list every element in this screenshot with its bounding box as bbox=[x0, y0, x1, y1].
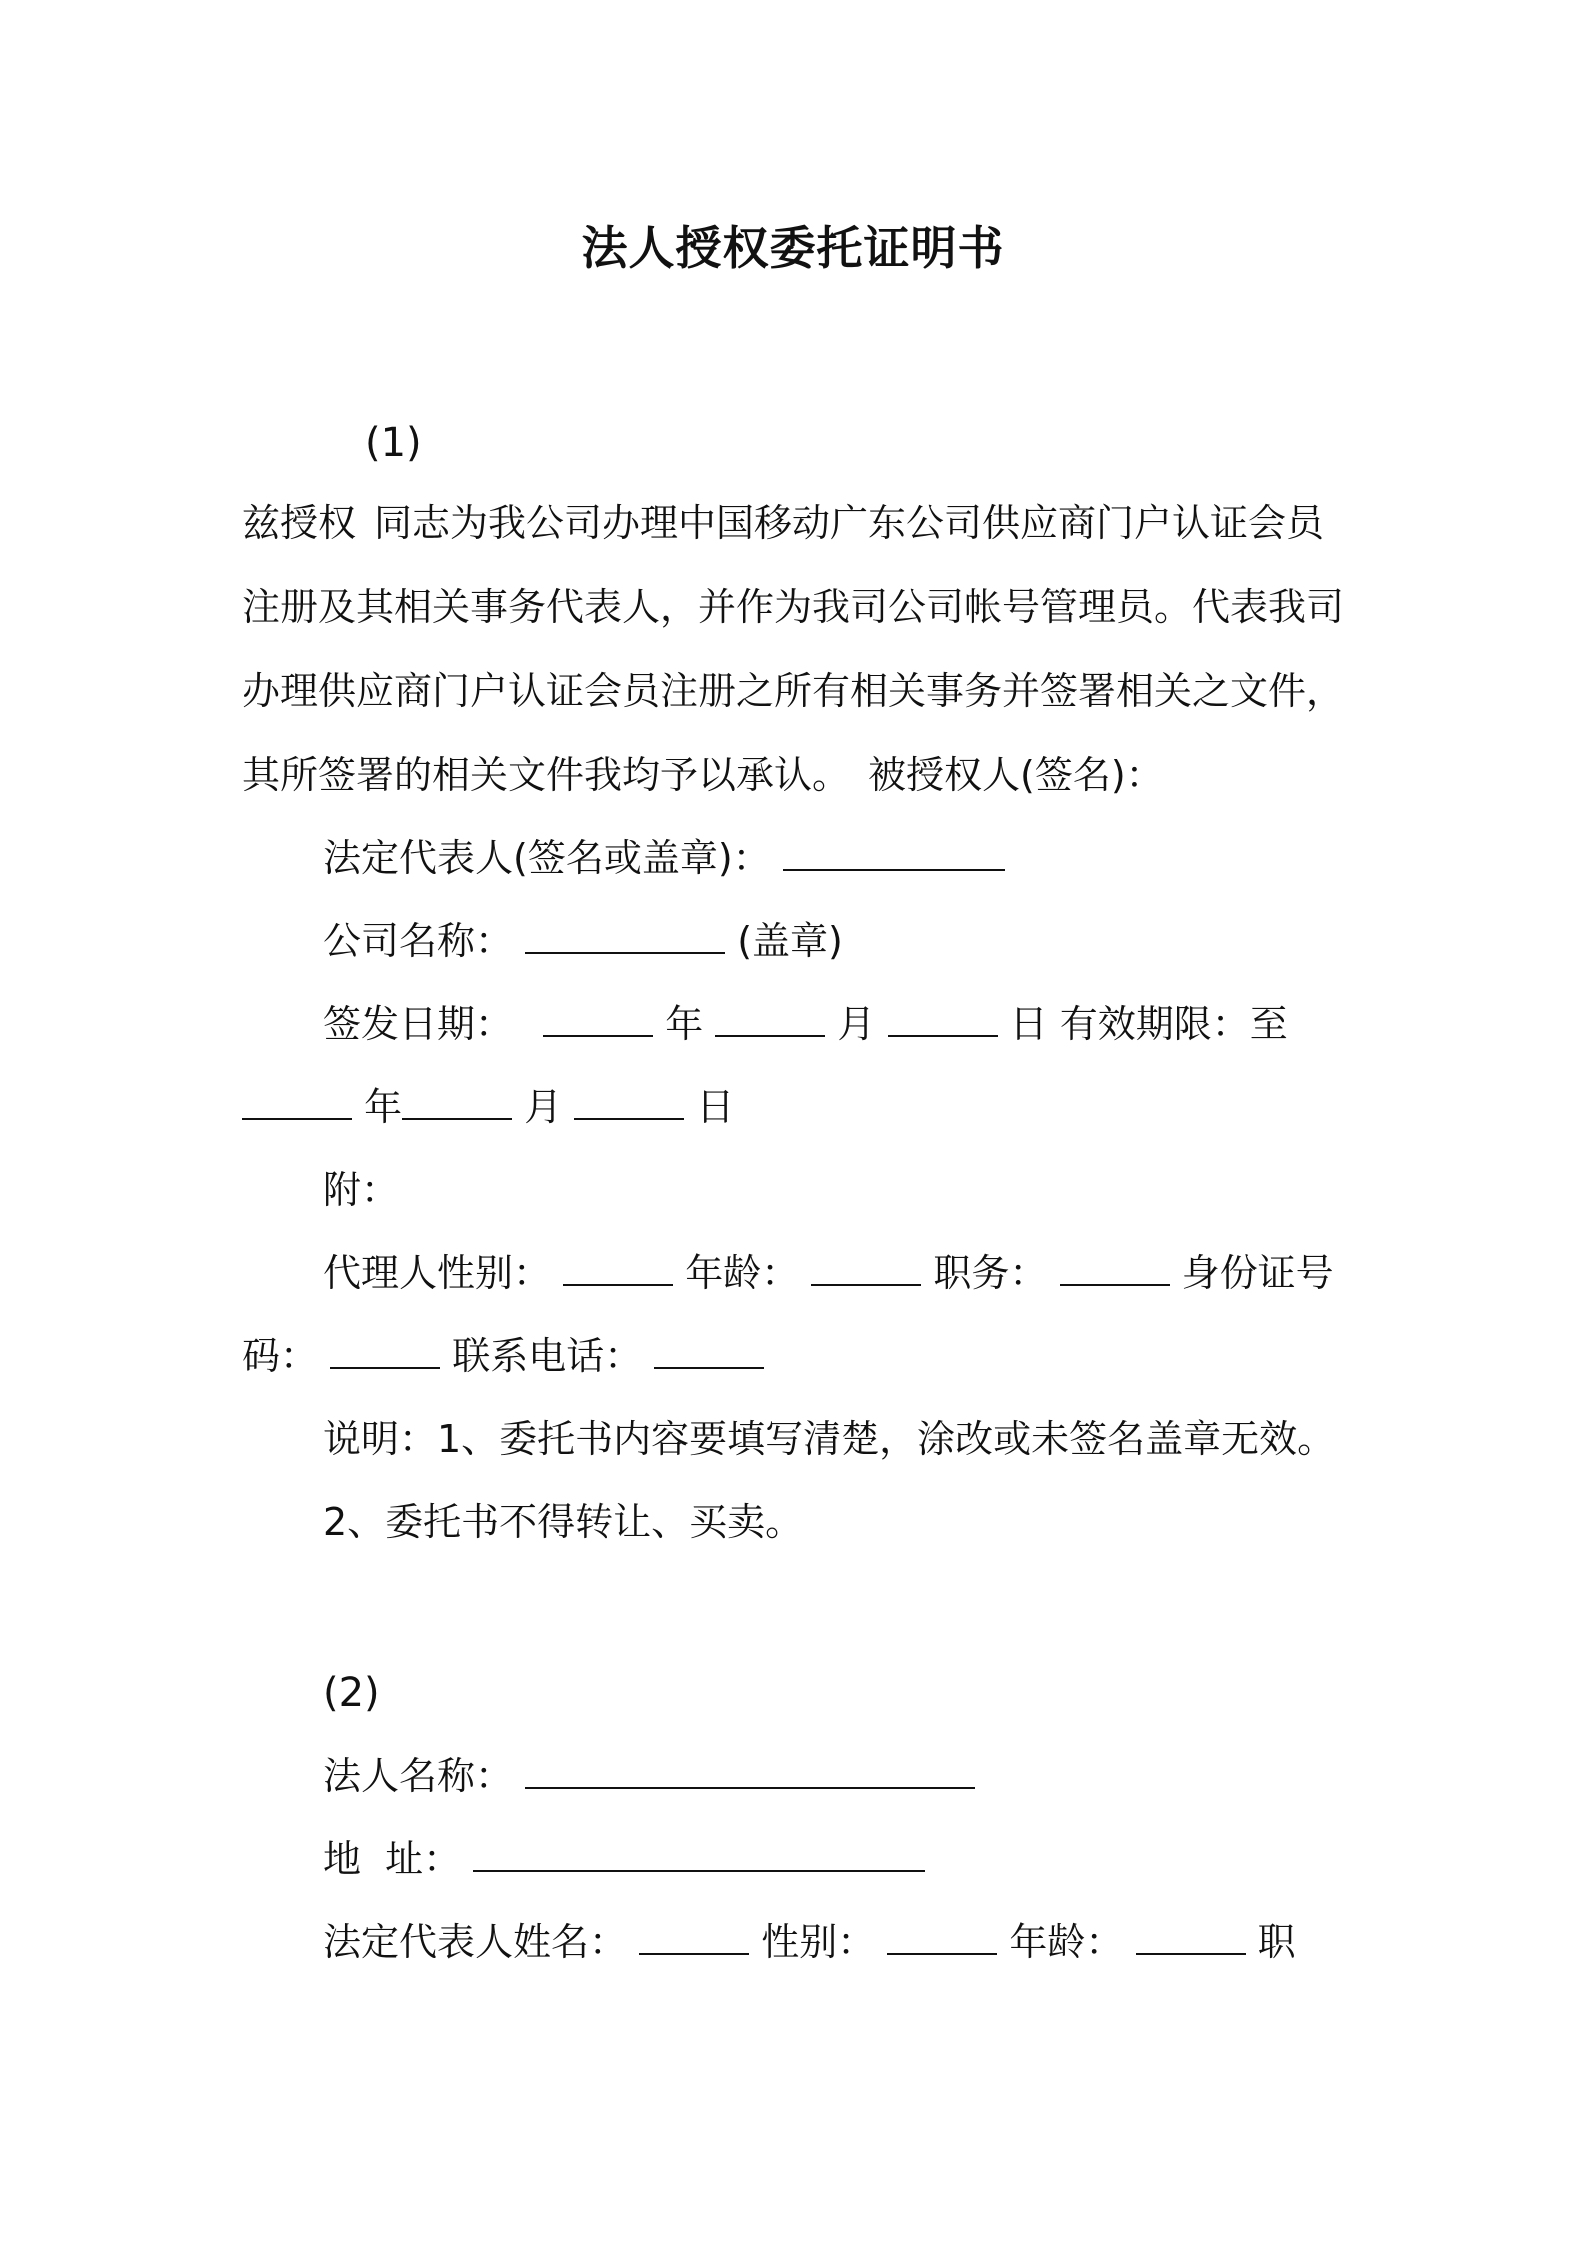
company-name-blank[interactable] bbox=[525, 920, 725, 954]
agent-id-blank[interactable] bbox=[330, 1335, 440, 1369]
issue-day-label: 日 bbox=[1009, 1002, 1048, 1046]
issue-year-label: 年 bbox=[665, 1002, 704, 1046]
valid-year-blank[interactable] bbox=[242, 1086, 352, 1120]
company-seal-label: (盖章) bbox=[737, 919, 843, 963]
valid-date-row bbox=[242, 1082, 734, 1132]
grantee-signature-label: 被授权人(签名)： bbox=[868, 753, 1164, 797]
agent-gender-label: 代理人性别： bbox=[323, 1251, 552, 1295]
agent-age-label: 年龄： bbox=[685, 1251, 800, 1295]
issue-month-blank[interactable] bbox=[715, 1003, 825, 1037]
paragraph-body: 同志为我公司办理中国移动广东公司供应商门户认证会员注册及其相关事务代表人，并作为我司公司帐号管理员。代表我司办理供应商门户认证会员注册之所有相关事务并签署相关之文件，其所签署的相关文件我均予以承认。 bbox=[242, 501, 1345, 797]
rep-name-blank[interactable] bbox=[639, 1921, 749, 1955]
agent-gender-blank[interactable] bbox=[563, 1252, 673, 1286]
issue-date-row bbox=[323, 999, 1288, 1049]
rep-position-label-partial: 职 bbox=[1257, 1920, 1296, 1964]
note-1: 说明：1、委托书内容要填写清楚，涂改或未签名盖章无效。 bbox=[323, 1417, 1336, 1461]
agent-phone-label: 联系电话： bbox=[452, 1334, 643, 1378]
issue-day-blank[interactable] bbox=[888, 1003, 998, 1037]
issue-date-label: 签发日期： bbox=[323, 1002, 514, 1046]
legal-rep-signature-row bbox=[323, 833, 1005, 883]
valid-year-label: 年 bbox=[364, 1085, 403, 1129]
section-1-label: (1) bbox=[365, 420, 422, 466]
agent-position-label: 职务： bbox=[933, 1251, 1048, 1295]
company-name-label: 公司名称： bbox=[323, 919, 514, 963]
agent-id-phone-row bbox=[242, 1331, 764, 1381]
address-label: 地 址： bbox=[323, 1837, 462, 1881]
valid-period-label: 有效期限：至 bbox=[1059, 1002, 1288, 1046]
legal-name-blank[interactable] bbox=[525, 1755, 975, 1789]
legal-name-label: 法人名称： bbox=[323, 1754, 514, 1798]
rep-name-label: 法定代表人姓名： bbox=[323, 1920, 628, 1964]
authorization-paragraph bbox=[242, 481, 1362, 817]
note-2: 2、委托书不得转让、买卖。 bbox=[323, 1500, 804, 1544]
agent-position-blank[interactable] bbox=[1060, 1252, 1170, 1286]
paragraph-prefix: 兹授权 bbox=[242, 501, 357, 545]
agent-id-label-part2: 码： bbox=[242, 1334, 319, 1378]
section-2-label: (2) bbox=[323, 1670, 380, 1716]
valid-day-blank[interactable] bbox=[574, 1086, 684, 1120]
rep-gender-label: 性别： bbox=[761, 1920, 876, 1964]
rep-gender-blank[interactable] bbox=[887, 1921, 997, 1955]
rep-age-label: 年龄： bbox=[1009, 1920, 1124, 1964]
legal-rep-blank[interactable] bbox=[783, 837, 1005, 871]
valid-day-label: 日 bbox=[696, 1085, 735, 1129]
legal-name-row bbox=[323, 1751, 975, 1801]
company-name-row bbox=[323, 916, 843, 966]
agent-id-label-part1: 身份证号 bbox=[1181, 1251, 1334, 1295]
agent-info-row bbox=[323, 1248, 1334, 1298]
legal-rep-label: 法定代表人(签名或盖章)： bbox=[323, 836, 771, 880]
address-row bbox=[323, 1834, 925, 1884]
issue-year-blank[interactable] bbox=[543, 1003, 653, 1037]
issue-month-label: 月 bbox=[837, 1002, 876, 1046]
address-blank[interactable] bbox=[473, 1838, 925, 1872]
attachment-label: 附： bbox=[323, 1168, 400, 1212]
valid-month-label: 月 bbox=[524, 1085, 563, 1129]
valid-month-blank[interactable] bbox=[402, 1086, 512, 1120]
rep-age-blank[interactable] bbox=[1136, 1921, 1246, 1955]
legal-rep-info-row bbox=[323, 1917, 1296, 1967]
agent-age-blank[interactable] bbox=[811, 1252, 921, 1286]
agent-phone-blank[interactable] bbox=[654, 1335, 764, 1369]
document-title: 法人授权委托证明书 bbox=[581, 221, 1005, 275]
